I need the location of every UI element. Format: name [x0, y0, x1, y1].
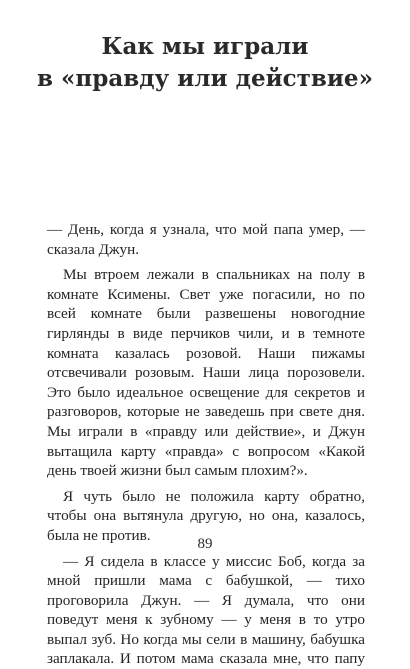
chapter-title-line-2: в «правду или действие» [37, 65, 373, 93]
body-text [47, 220, 365, 668]
paragraph-4: — Я сидела в классе у миссис Боб, когда за мной пришли мама с бабушкой, — тихо проговорила Джун. — Я думала, что они поведут меня к зубному — у меня в то утро выпал зуб. Но когда мы сели в машину, бабушка заплакала. И потом мама сказала мне, что папу [47, 552, 365, 668]
chapter-title-line-1: Как мы играли [101, 33, 309, 61]
page-number: 89 [197, 536, 213, 552]
paragraph-1: — День, когда я узнала, что мой папа умер, — сказала Джун. [47, 221, 365, 258]
chapter-title [0, 31, 410, 95]
paragraph-2: Мы втроем лежали в спальниках на полу в комнате Ксимены. Свет уже погасили, но по всей комнате были развешены новогодние гирлянды в виде перчиков чили, и в темноте комната казалась розовой. Наши пижамы отсвечивали розовым. Наши лица порозовели. Это было идеальное освещение для секретов и разговоров, которые не заведешь при свете дня. Мы играли в «правду или действие», и Джун вытащила карту «правда» с вопросом «Какой день твоей жизни был самым плохим?». [47, 266, 365, 480]
paragraph-3: Я чуть было не положила карту обратно, чтобы она вытянула другую, но она, казалось, была не против. [47, 487, 365, 544]
